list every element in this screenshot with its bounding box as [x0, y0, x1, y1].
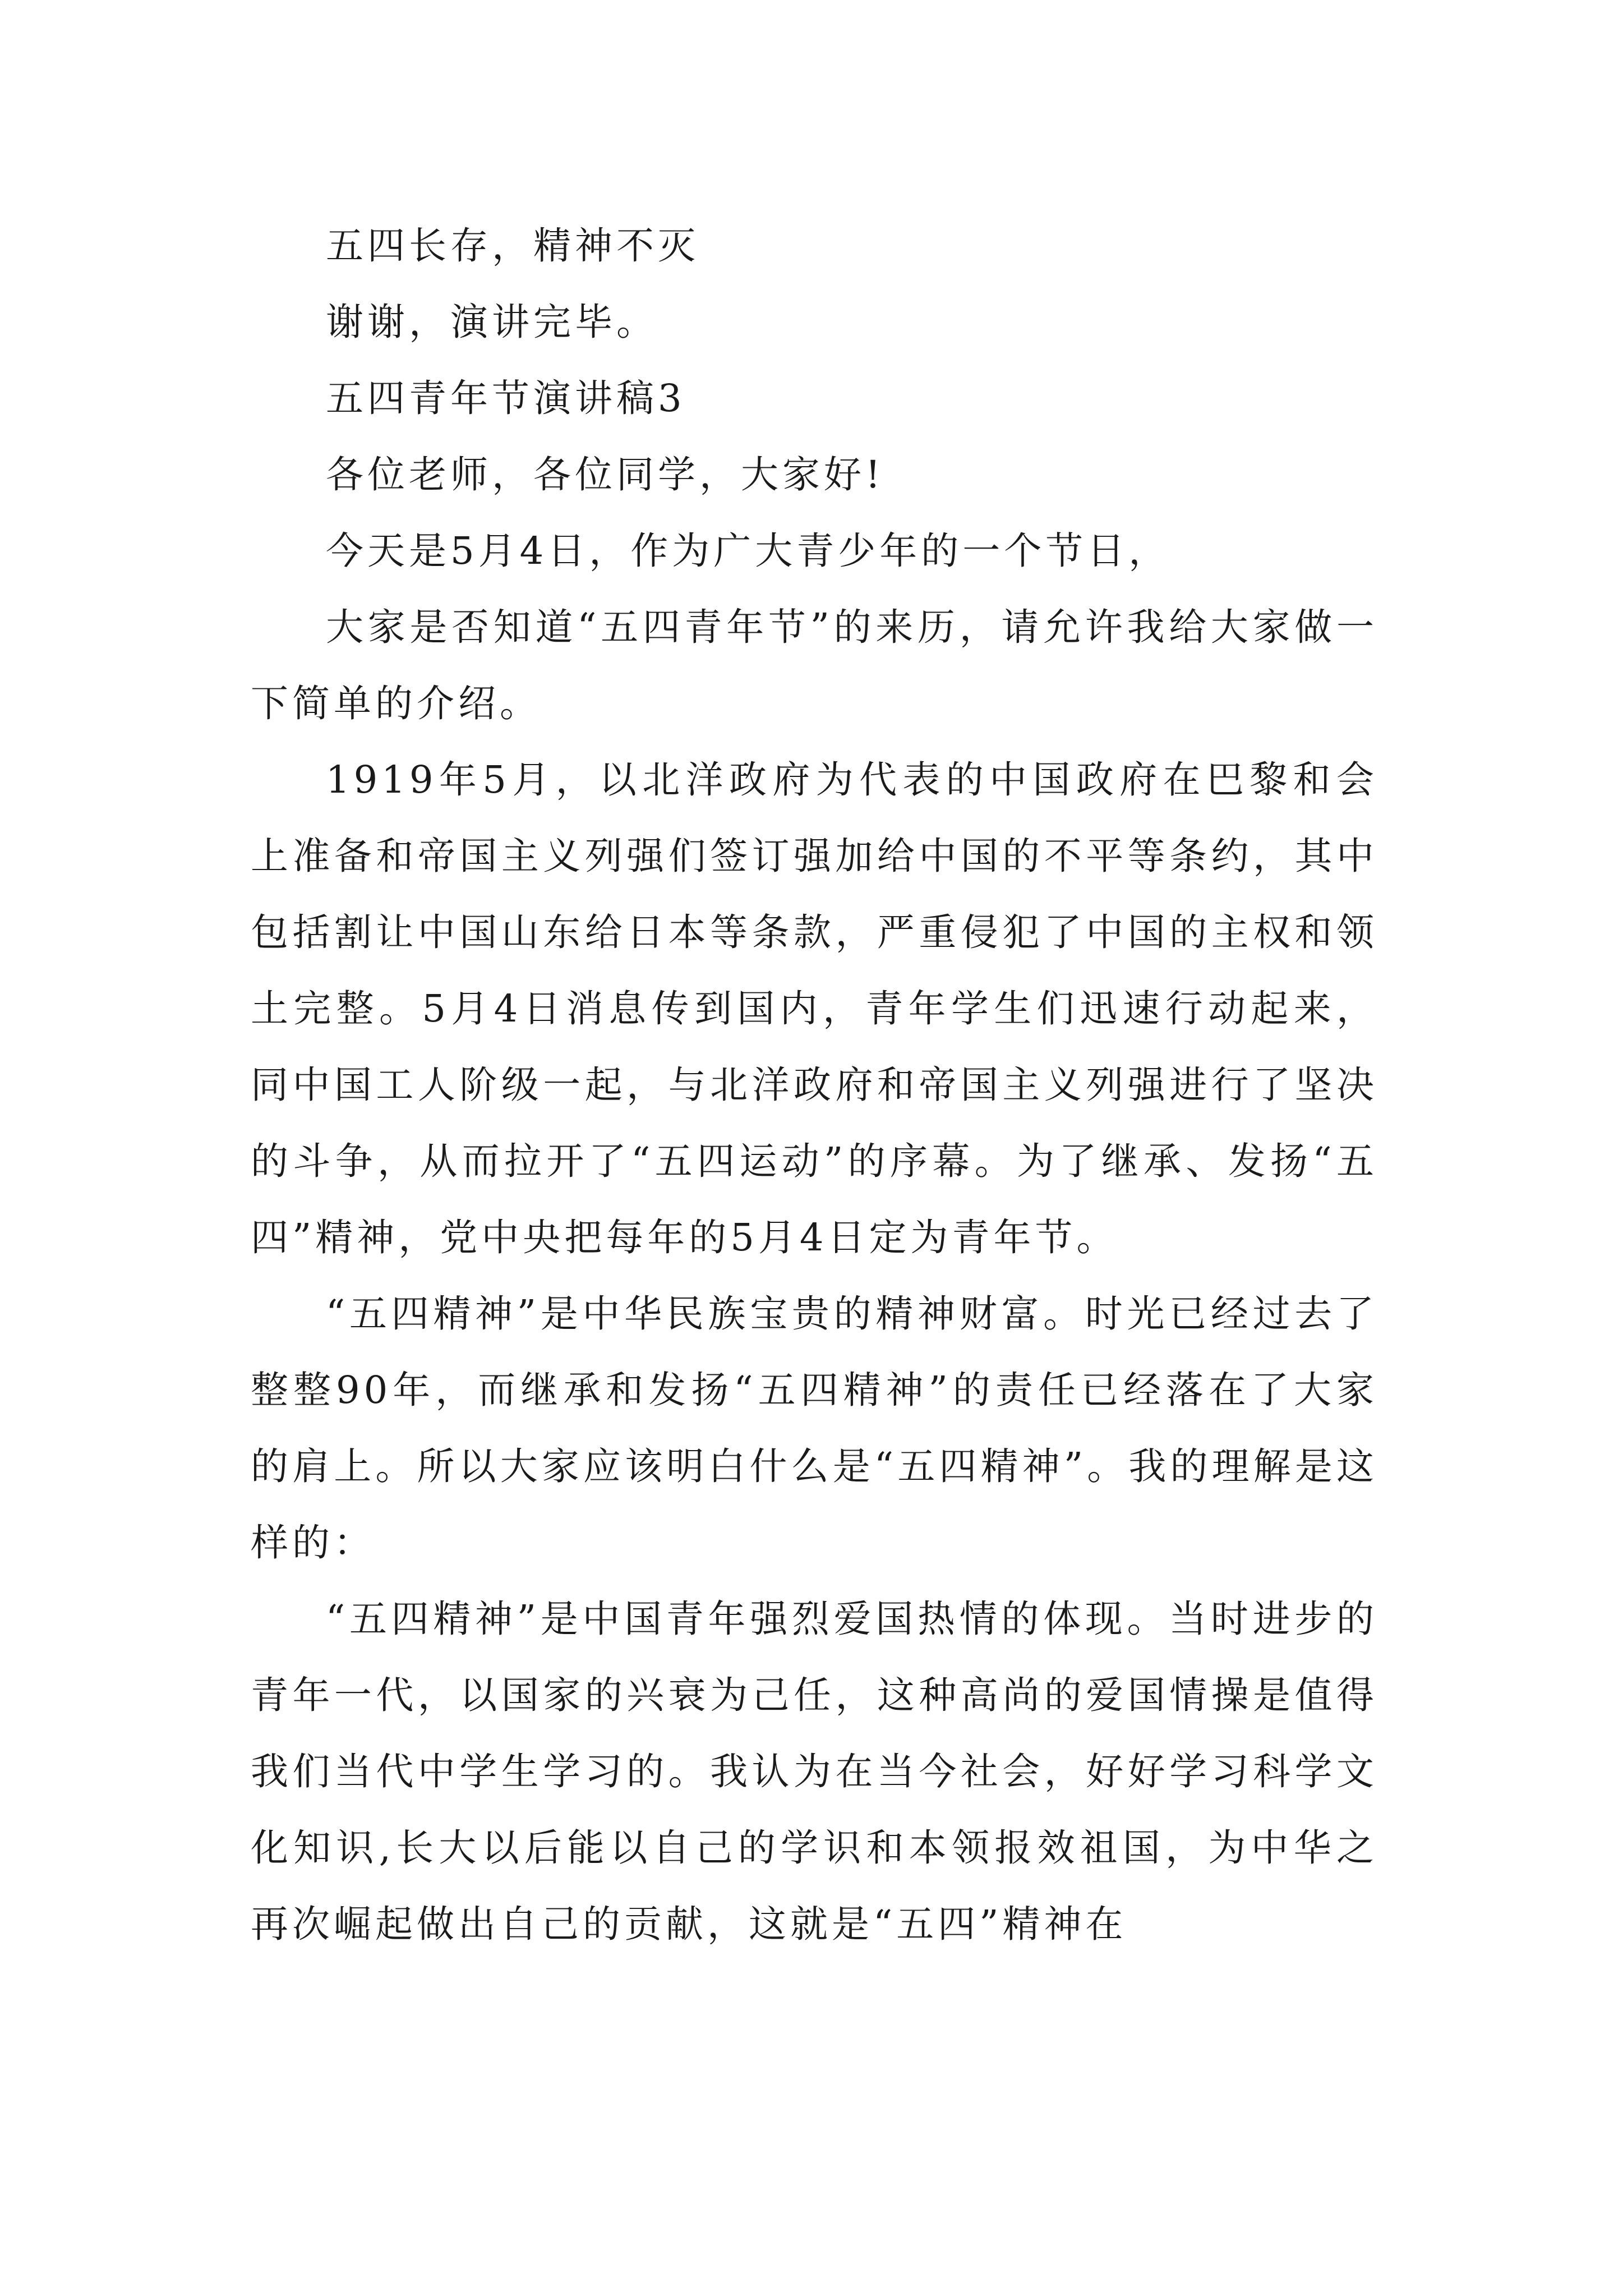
paragraph-thanks: 谢谢，演讲完毕。 [326, 300, 658, 344]
paragraph-history: 1919年5月，以北洋政府为代表的中国政府在巴黎和会上准备和帝国主义列强们签订强加给中国的不平等条约，其中包括割让中国山东给日本等条款，严重侵犯了中国的主权和领土完整。5月4日消息传到国内，青年学生们迅速行动起来，同中国工人阶级一起，与北洋政府和帝国主义列强进行了坚决的斗争，从而拉开了“五四运动”的序幕。为了继承、发扬“五四”精神，党中央把每年的5月4日定为青年节。 [251, 758, 1378, 1259]
paragraph-greeting: 各位老师，各位同学，大家好! [326, 453, 884, 496]
paragraph-closing-slogan: 五四长存，精神不灭 [326, 224, 699, 268]
paragraph-date-intro: 今天是5月4日，作为广大青少年的一个节日， [326, 529, 1170, 573]
speech-title: 五四青年节演讲稿3 [326, 376, 686, 420]
paragraph-spirit-wealth: “五四精神”是中华民族宝贵的精神财富。时光已经过去了整整90年，而继承和发扬“五四精神”的责任已经落在了大家的肩上。所以大家应该明白什么是“五四精神”。我的理解是这样的： [251, 1292, 1378, 1565]
paragraph-patriotism: “五四精神”是中国青年强烈爱国热情的体现。当时进步的青年一代，以国家的兴衰为己任，这种高尚的爱国情操是值得我们当代中学生学习的。我认为在当今社会，好好学习科学文化知识,长大以后能以自己的学识和本领报效祖国，为中华之再次崛起做出自己的贡献，这就是“五四”精神在 [251, 1597, 1378, 1946]
paragraph-origin-question: 大家是否知道“五四青年节”的来历，请允许我给大家做一下简单的介绍。 [251, 605, 1378, 725]
document-body [251, 208, 1378, 1962]
